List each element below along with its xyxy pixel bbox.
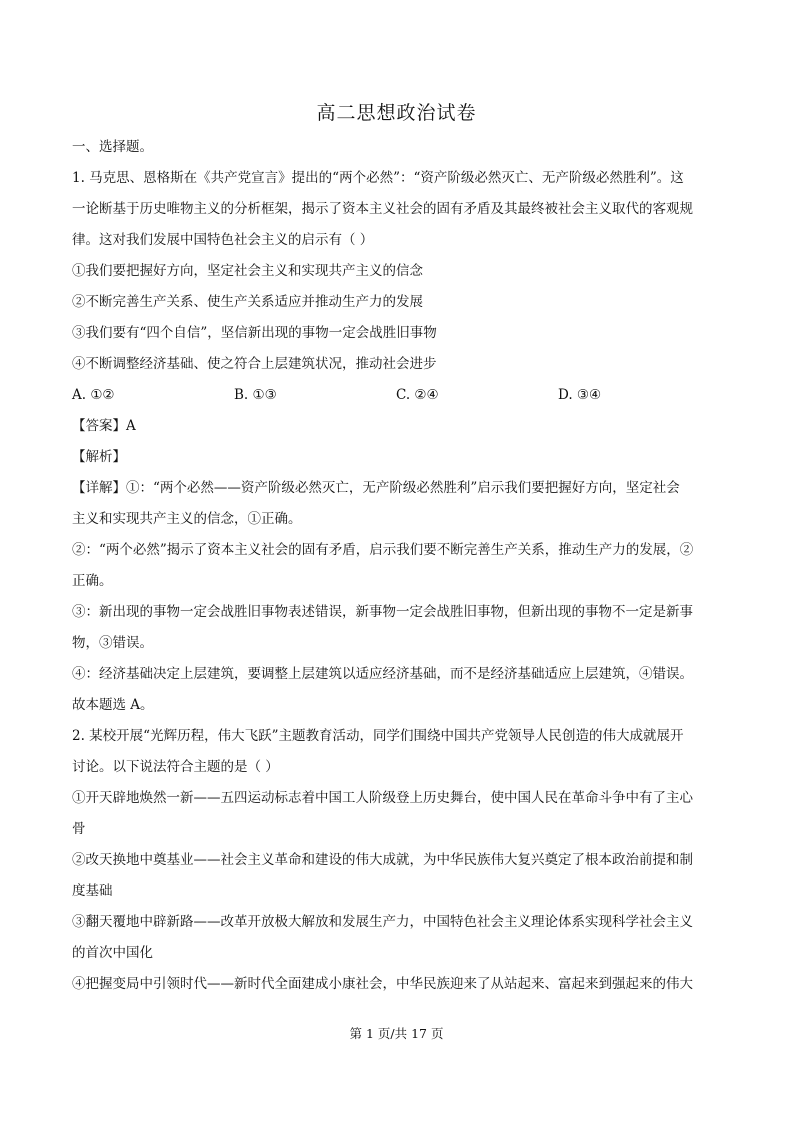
q1-detail-line: ④：经济基础决定上层建筑，要调整上层建筑以适应经济基础，而不是经济基础适应上层建筑，④错误。 <box>72 666 693 682</box>
q1-option-c: C. ②④ <box>396 387 439 403</box>
q1-detail-line: ②：“两个必然”揭示了资本主义社会的固有矛盾，启示我们要不断完善生产关系，推动生产力的发展，② <box>72 542 694 558</box>
q1-item: ③我们要有“四个自信”，坚信新出现的事物一定会战胜旧事物 <box>72 325 437 341</box>
q1-item: ④不断调整经济基础、使之符合上层建筑状况，推动社会进步 <box>72 356 437 372</box>
page-footer: 第 1 页/共 17 页 <box>349 1026 444 1041</box>
q2-stem-line: 2. 某校开展“光辉历程，伟大飞跃”主题教育活动，同学们围绕中国共产党领导人民创造的伟大成就展开 <box>72 728 684 744</box>
q1-detail-line: 物，③错误。 <box>72 635 153 651</box>
q1-option-a: A. ①② <box>72 387 115 403</box>
section-heading: 一、选择题。 <box>72 139 153 155</box>
q1-option-b: B. ①③ <box>234 387 277 403</box>
q1-detail-line: 主义和实现共产主义的信念，①正确。 <box>72 511 302 527</box>
q1-stem-line: 1. 马克思、恩格斯在《共产党宣言》提出的“两个必然”：“资产阶级必然灭亡、无产阶级必然胜利”。这 <box>72 170 684 186</box>
q1-stem-line: 一论断基于历史唯物主义的分析框架，揭示了资本主义社会的固有矛盾及其最终被社会主义取代的客观规 <box>72 201 693 217</box>
q1-answer: 【答案】A <box>72 418 136 434</box>
q2-item: ④把握变局中引领时代——新时代全面建成小康社会，中华民族迎来了从站起来、富起来到强起来的伟大 <box>72 976 693 992</box>
q2-item: ③翻天覆地中辟新路——改革开放极大解放和发展生产力，中国特色社会主义理论体系实现科学社会主义 <box>72 914 693 930</box>
page-title: 高二思想政治试卷 <box>316 102 477 124</box>
q1-item: ②不断完善生产关系、使生产关系适应并推动生产力的发展 <box>72 294 423 310</box>
q1-item: ①我们要把握好方向，坚定社会主义和实现共产主义的信念 <box>72 263 423 279</box>
q1-analysis-label: 【解析】 <box>72 449 126 465</box>
q2-item: 度基础 <box>72 883 113 899</box>
exam-content <box>72 132 724 1000</box>
q2-stem-line: 讨论。以下说法符合主题的是（ ） <box>72 759 279 775</box>
q1-detail-line: ③：新出现的事物一定会战胜旧事物表述错误，新事物一定会战胜旧事物，但新出现的事物不一定是新事 <box>72 604 693 620</box>
question-1 <box>72 163 724 721</box>
q2-item: ②改天换地中奠基业——社会主义革命和建设的伟大成就，为中华民族伟大复兴奠定了根本政治前提和制 <box>72 852 693 868</box>
q1-detail-line: 正确。 <box>72 573 113 589</box>
q1-detail-line: 故本题选 A。 <box>72 697 154 713</box>
q1-stem-line: 律。这对我们发展中国特色社会主义的启示有（ ） <box>72 232 374 248</box>
q2-item: 骨 <box>72 821 86 837</box>
q2-item: 的首次中国化 <box>72 945 153 961</box>
q1-detail-line: 【详解】①：“两个必然——资产阶级必然灭亡，无产阶级必然胜利”启示我们要把握好方向，坚定社会 <box>72 480 680 496</box>
q1-options <box>72 380 724 411</box>
q1-option-d: D. ③④ <box>558 387 602 403</box>
q2-item: ①开天辟地焕然一新——五四运动标志着中国工人阶级登上历史舞台，使中国人民在革命斗争中有了主心 <box>72 790 693 806</box>
question-2 <box>72 721 724 1000</box>
